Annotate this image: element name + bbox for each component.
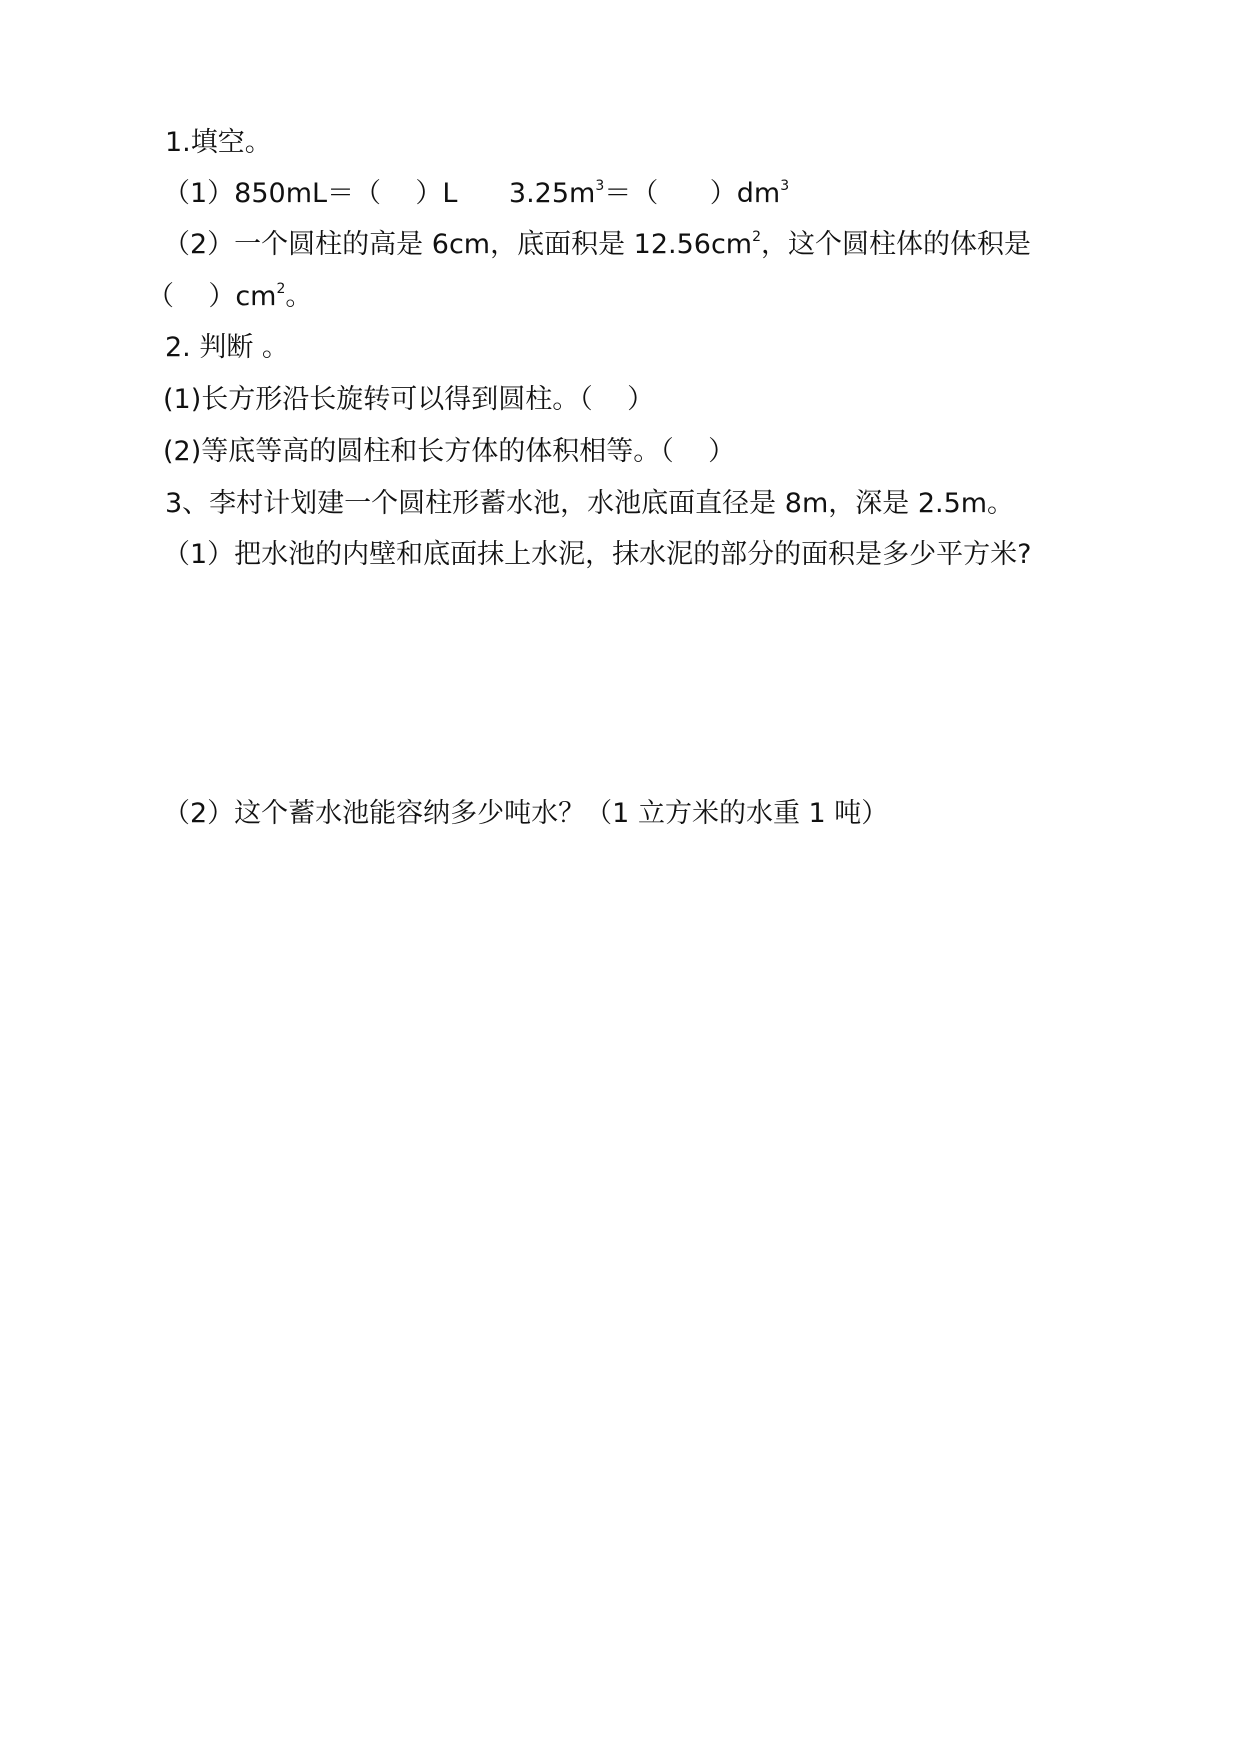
question-3-2: （2）这个蓄水池能容纳多少吨水？（1 立方米的水重 1 吨） xyxy=(163,798,889,829)
question-1-1: （1）850mL＝（ ）L $3.25m^3=$（ ）$dm^3$ xyxy=(163,178,790,209)
question-3-1: （1）把水池的内壁和底面抹上水泥，抹水泥的部分的面积是多少平方米? xyxy=(163,539,1032,570)
question-1-2-continued: （ ）$cm^2$。 xyxy=(147,281,313,312)
section-2-heading: 2. 判断 。 xyxy=(165,332,289,363)
question-1-2: （2）一个圆柱的高是 6cm，底面积是 $12.56cm^2$，这个圆柱体的体积是 xyxy=(163,229,1032,260)
question-2-1: (1)长方形沿长旋转可以得到圆柱。（ ） xyxy=(163,384,655,415)
section-1-heading: 1.填空。 xyxy=(165,127,272,158)
question-2-2: (2)等底等高的圆柱和长方体的体积相等。（ ） xyxy=(163,436,736,467)
section-3-heading: 3、李村计划建一个圆柱形蓄水池，水池底面直径是 8m，深是 2.5m。 xyxy=(165,488,1015,519)
